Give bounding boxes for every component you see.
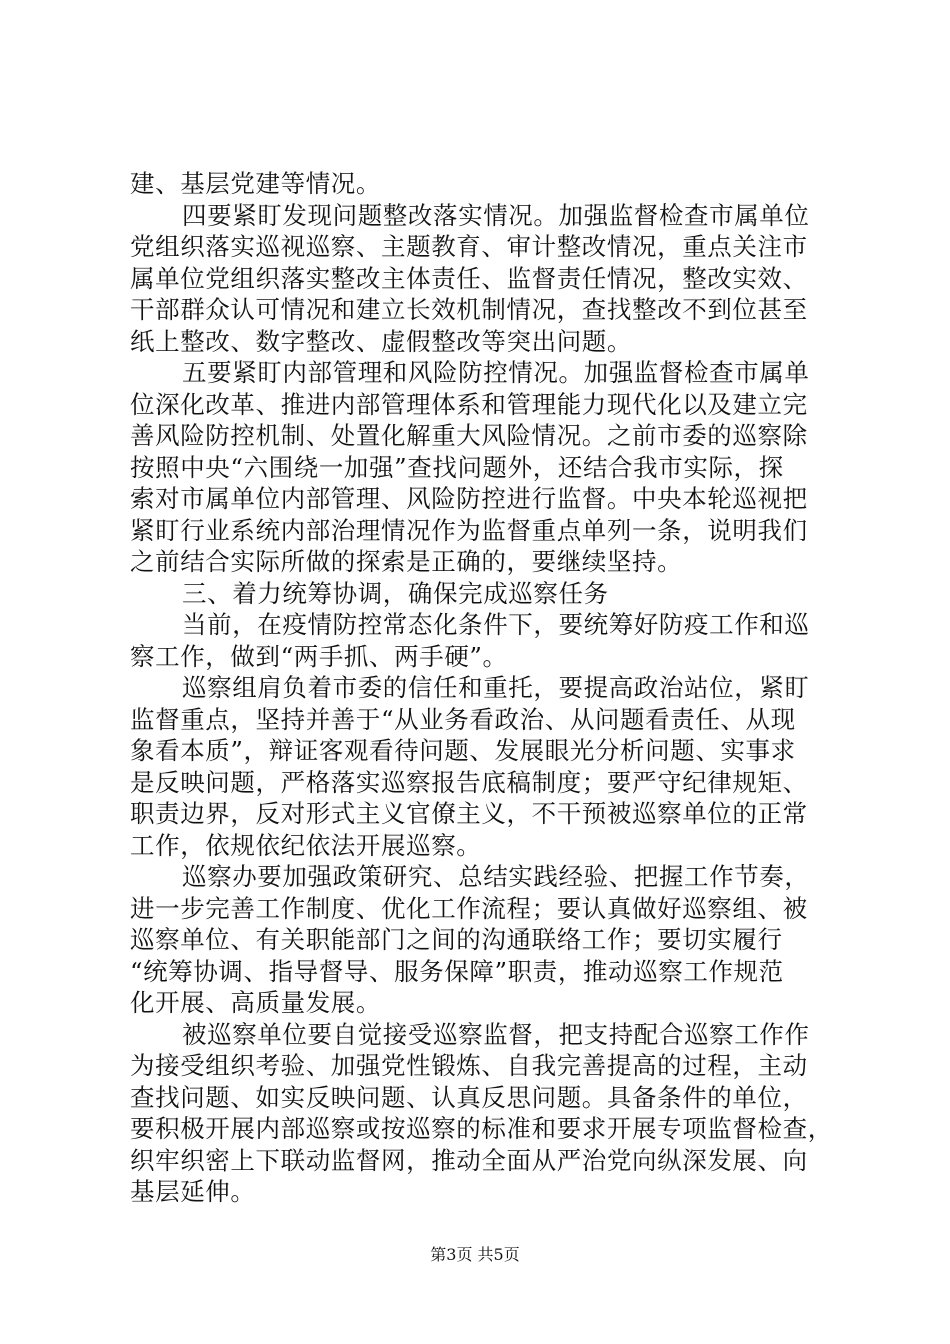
text-line: 被巡察单位要自觉接受巡察监督，把支持配合巡察工作作 xyxy=(182,1019,810,1049)
paragraph xyxy=(130,578,834,610)
text-line: 善风险防控机制、处置化解重大风险情况。之前市委的巡察除 xyxy=(130,421,808,450)
text-line: 为接受组织考验、加强党性锻炼、自我完善提高的过程，主动 xyxy=(130,1051,808,1080)
text-line: 按照中央“六围绕一加强”查找问题外，还结合我市实际，探 xyxy=(130,452,784,482)
text-line: 巡察单位、有关职能部门之间的沟通联络工作；要切实履行 xyxy=(130,925,783,954)
text-line: 巡察办要加强政策研究、总结实践经验、把握工作节奏， xyxy=(182,862,810,891)
text-line: “统筹协调、指导督导、服务保障”职责，推动巡察工作规范 xyxy=(130,956,784,986)
text-line: 巡察组肩负着市委的信任和重托，要提高政治站位，紧盯 xyxy=(182,673,810,702)
text-line: 基层延伸。 xyxy=(130,1177,256,1206)
text-line: 象看本质”，辩证客观看待问题、发展眼光分析问题、实事求 xyxy=(130,736,796,765)
paragraph xyxy=(130,200,834,358)
text-line: 要积极开展内部巡察或按巡察的标准和要求开展专项监督检查， xyxy=(130,1114,833,1143)
text-line: 当前，在疫情防控常态化条件下，要统筹好防疫工作和巡 xyxy=(182,610,810,639)
text-line: 属单位党组织落实整改主体责任、监督责任情况，整改实效、 xyxy=(130,263,808,293)
text-line: 索对市属单位内部管理、风险防控进行监督。中央本轮巡视把 xyxy=(130,484,808,513)
text-line: 干部群众认可情况和建立长效机制情况，查找整改不到位甚至 xyxy=(130,295,808,324)
paragraph xyxy=(130,861,834,1019)
text-line: 是反映问题，严格落实巡察报告底稿制度；要严守纪律规矩、 xyxy=(130,767,808,797)
text-line: 五要紧盯内部管理和风险防控情况。加强监督检查市属单 xyxy=(182,358,810,387)
text-line: 化开展、高质量发展。 xyxy=(130,988,381,1017)
document-body xyxy=(130,168,834,1208)
text-line: 察工作，做到“两手抓、两手硬”。 xyxy=(130,641,508,671)
paragraph xyxy=(130,357,834,578)
text-line: 纸上整改、数字整改、虚假整改等突出问题。 xyxy=(130,326,632,356)
text-line: 进一步完善工作制度、优化工作流程；要认真做好巡察组、被 xyxy=(130,893,808,923)
paragraph xyxy=(130,672,834,861)
text-line: 位深化改革、推进内部管理体系和管理能力现代化以及建立完 xyxy=(130,389,808,419)
text-line: 紧盯行业系统内部治理情况作为监督重点单列一条，说明我们 xyxy=(130,515,808,545)
text-line: 党组织落实巡视巡察、主题教育、审计整改情况，重点关注市 xyxy=(130,232,808,261)
text-line: 查找问题、如实反映问题、认真反思问题。具备条件的单位， xyxy=(130,1082,808,1112)
text-line: 建、基层党建等情况。 xyxy=(130,169,381,198)
text-line: 之前结合实际所做的探索是正确的，要继续坚持。 xyxy=(130,547,683,576)
text-line: 四要紧盯发现问题整改落实情况。加强监督检查市属单位 xyxy=(182,200,810,230)
text-line: 工作，依规依纪依法开展巡察。 xyxy=(130,830,482,860)
page-footer: 第3页 共5页 xyxy=(430,1245,520,1264)
text-line: 织牢织密上下联动监督网，推动全面从严治党向纵深发展、向 xyxy=(130,1145,808,1175)
paragraph xyxy=(130,609,834,672)
text-line: 监督重点，坚持并善于“从业务看政治、从问题看责任、从现 xyxy=(130,704,796,734)
paragraph xyxy=(130,168,834,200)
text-line: 职责边界，反对形式主义官僚主义，不干预被巡察单位的正常 xyxy=(130,799,808,828)
paragraph xyxy=(130,1019,834,1208)
text-line: 三、着力统筹协调，确保完成巡察任务 xyxy=(182,578,609,608)
